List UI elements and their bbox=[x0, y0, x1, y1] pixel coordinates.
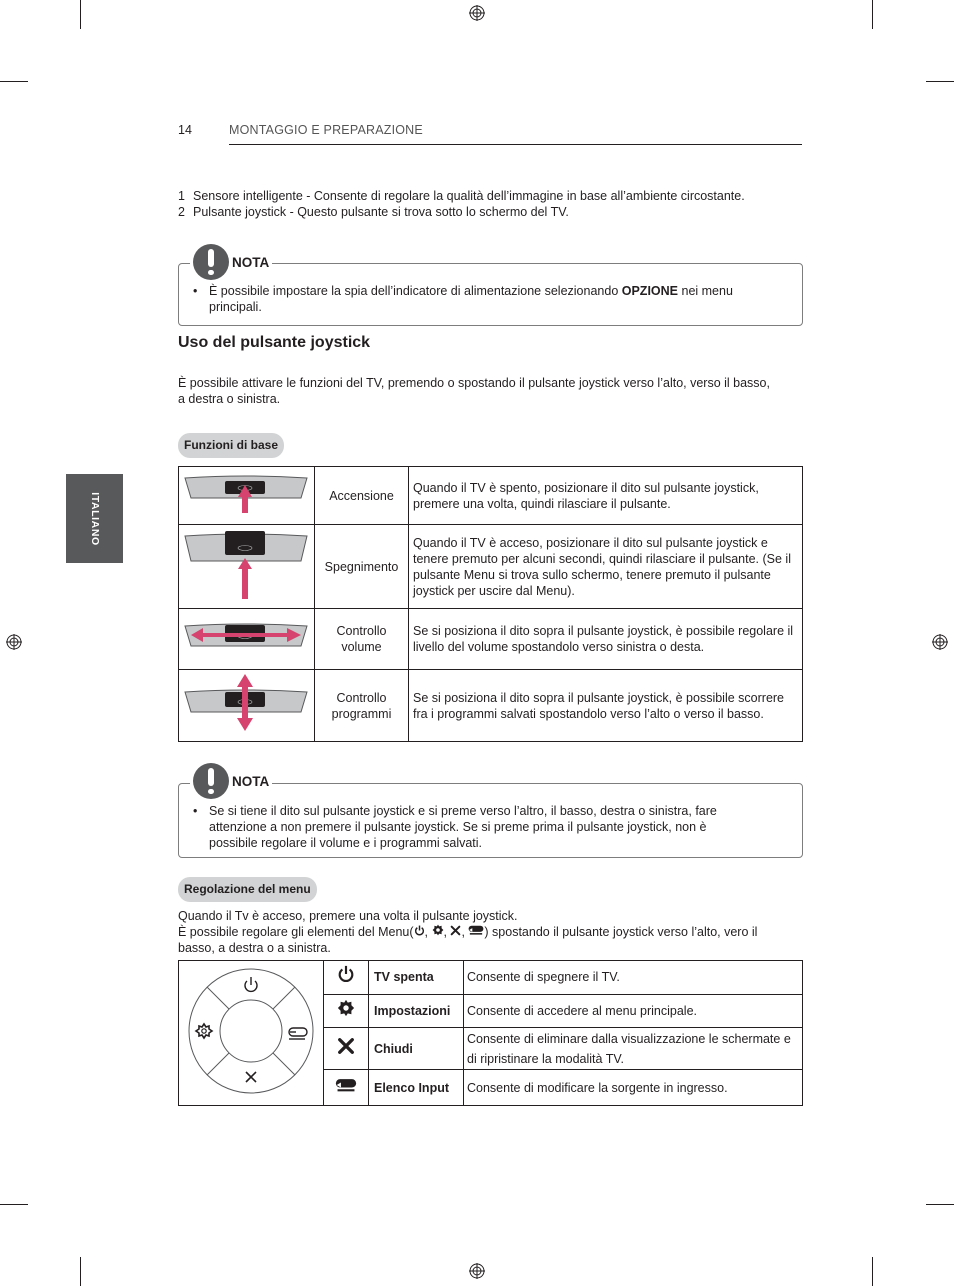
power-icon bbox=[337, 965, 355, 983]
crop-mark bbox=[80, 1257, 81, 1286]
menu-item-description: Consente di eliminare dalla visualizzazione le schermate e di ripristinare la modalità TV. bbox=[464, 1028, 803, 1070]
basic-functions-table bbox=[178, 466, 803, 742]
power-icon bbox=[414, 925, 425, 936]
menu-item-label: Impostazioni bbox=[369, 994, 464, 1028]
paragraph-line: basso, a destra o a sinistra. bbox=[178, 941, 331, 955]
settings-icon bbox=[432, 924, 444, 936]
menu-dial-illustration bbox=[179, 961, 323, 1099]
function-description: Quando il TV è acceso, posizionare il dito sul pulsante joystick e tenere premuto per alcuni secondi, quindi rilasciare il pulsante. (Se il pulsante Menu si trova sullo schermo, tenere premuto il pulsante joystick per uscire dal Menu). bbox=[409, 525, 803, 609]
joystick-intro bbox=[178, 375, 818, 407]
crop-mark bbox=[0, 1204, 28, 1205]
note-bold-text: OPZIONE bbox=[621, 284, 679, 298]
section-title: MONTAGGIO E PREPARAZIONE bbox=[229, 123, 423, 137]
joystick-image-cell bbox=[179, 525, 315, 609]
registration-mark-icon bbox=[469, 1263, 485, 1279]
note-title: NOTA bbox=[232, 773, 270, 789]
list-number: 2 bbox=[178, 205, 185, 219]
function-name: Accensione bbox=[315, 467, 409, 525]
function-description: Se si posiziona il dito sopra il pulsante joystick, è possibile regolare il livello del volume spostandolo verso sinistra o desta. bbox=[409, 609, 803, 670]
exclamation-icon bbox=[193, 244, 229, 280]
input-list-icon bbox=[335, 1077, 357, 1093]
menu-adjust-text bbox=[178, 908, 803, 956]
paragraph-line: È possibile regolare gli elementi del Menu( bbox=[178, 925, 414, 939]
separator: , bbox=[461, 925, 469, 939]
registration-mark-icon bbox=[932, 634, 948, 650]
menu-item-description: Consente di modificare la sorgente in ingresso. bbox=[464, 1070, 803, 1106]
function-name-cell bbox=[315, 609, 409, 670]
list-number: 1 bbox=[178, 189, 185, 203]
table-row bbox=[179, 670, 803, 742]
registration-mark-icon bbox=[6, 634, 22, 650]
basic-functions-label: Funzioni di base bbox=[178, 433, 284, 458]
note-title: NOTA bbox=[232, 254, 270, 270]
table-row bbox=[179, 609, 803, 670]
language-tab-label: ITALIANO bbox=[88, 491, 101, 546]
separator: , bbox=[443, 925, 451, 939]
function-description: Se si posiziona il dito sopra il pulsante joystick, è possibile scorrere fra i programmi salvati spostandolo verso l’alto o verso il basso. bbox=[409, 670, 803, 742]
menu-item-label: TV spenta bbox=[369, 961, 464, 995]
bullet: • bbox=[193, 804, 198, 818]
settings-icon bbox=[196, 1024, 212, 1038]
joystick-hold-illustration bbox=[179, 525, 314, 604]
icon-cell bbox=[324, 1070, 369, 1106]
icon-cell bbox=[324, 1028, 369, 1070]
joystick-up-down-illustration bbox=[179, 670, 314, 737]
menu-dial-cell bbox=[179, 961, 324, 1106]
note-body bbox=[193, 803, 748, 851]
bullet: • bbox=[193, 284, 198, 298]
page-number: 14 bbox=[178, 123, 192, 137]
menu-item-label: Elenco Input bbox=[369, 1070, 464, 1106]
icon-cell bbox=[324, 961, 369, 995]
crop-mark bbox=[926, 81, 954, 82]
list-text: Pulsante joystick - Questo pulsante si trova sotto lo schermo del TV. bbox=[193, 205, 569, 219]
language-tab bbox=[66, 474, 123, 563]
menu-item-description: Consente di spegnere il TV. bbox=[464, 961, 803, 995]
header-divider bbox=[229, 144, 802, 145]
crop-mark bbox=[0, 81, 28, 82]
joystick-image-cell bbox=[179, 609, 315, 670]
note-text: principali. bbox=[209, 300, 262, 314]
joystick-left-right-illustration bbox=[179, 609, 314, 665]
note-text: Se si tiene il dito sul pulsante joystick e si preme verso l’altro, il basso, destra o sinistra, fare attenzione a non premere il pulsante joystick. Se si preme prima il pulsante joystick, non è possibile regolare il volume e i programmi salvati. bbox=[209, 804, 717, 850]
paragraph-line: È possibile attivare le funzioni del TV, premendo o spostando il pulsante joystick verso l’alto, verso il basso, bbox=[178, 376, 770, 390]
intro-list bbox=[178, 188, 818, 220]
function-name: Controllo volume bbox=[336, 624, 387, 654]
exclamation-icon bbox=[193, 763, 229, 799]
crop-mark bbox=[872, 1257, 873, 1286]
list-item bbox=[178, 188, 818, 204]
crop-mark bbox=[80, 0, 81, 29]
crop-mark bbox=[872, 0, 873, 29]
joystick-image-cell bbox=[179, 670, 315, 742]
list-text: Sensore intelligente - Consente di regolare la qualità dell’immagine in base all’ambiente circostante. bbox=[193, 189, 745, 203]
crop-mark bbox=[926, 1204, 954, 1205]
note-header bbox=[190, 763, 272, 799]
note-header bbox=[190, 244, 272, 280]
table-row bbox=[179, 467, 803, 525]
note-text: È possibile impostare la spia dell’indicatore di alimentazione selezionando bbox=[209, 284, 622, 298]
paragraph-line: ) spostando il pulsante joystick verso l’alto, vero il bbox=[484, 925, 758, 939]
table-row bbox=[179, 961, 803, 995]
settings-icon bbox=[337, 999, 355, 1017]
menu-item-description: Consente di accedere al menu principale. bbox=[464, 994, 803, 1028]
function-name-cell bbox=[315, 670, 409, 742]
note-body bbox=[193, 283, 793, 315]
registration-mark-icon bbox=[469, 5, 485, 21]
function-description: Quando il TV è spento, posizionare il dito sul pulsante joystick, premere una volta, quindi rilasciare il pulsante. bbox=[409, 467, 803, 525]
function-name: Spegnimento bbox=[315, 525, 409, 609]
close-icon bbox=[450, 925, 461, 936]
table-row bbox=[179, 525, 803, 609]
close-icon bbox=[337, 1037, 355, 1055]
note-text: nei menu bbox=[678, 284, 733, 298]
menu-item-label: Chiudi bbox=[369, 1028, 464, 1070]
input-list-icon bbox=[468, 924, 484, 936]
paragraph-line: Quando il Tv è acceso, premere una volta il pulsante joystick. bbox=[178, 909, 518, 923]
section-heading: Uso del pulsante joystick bbox=[178, 334, 371, 351]
list-item bbox=[178, 204, 818, 220]
separator: , bbox=[424, 925, 432, 939]
joystick-image-cell bbox=[179, 467, 315, 525]
menu-adjust-label: Regolazione del menu bbox=[178, 877, 317, 902]
joystick-press-illustration bbox=[179, 467, 314, 520]
menu-table bbox=[178, 960, 803, 1106]
function-name: Controllo programmi bbox=[331, 690, 392, 721]
icon-cell bbox=[324, 994, 369, 1028]
paragraph-line: a destra o sinistra. bbox=[178, 392, 281, 406]
